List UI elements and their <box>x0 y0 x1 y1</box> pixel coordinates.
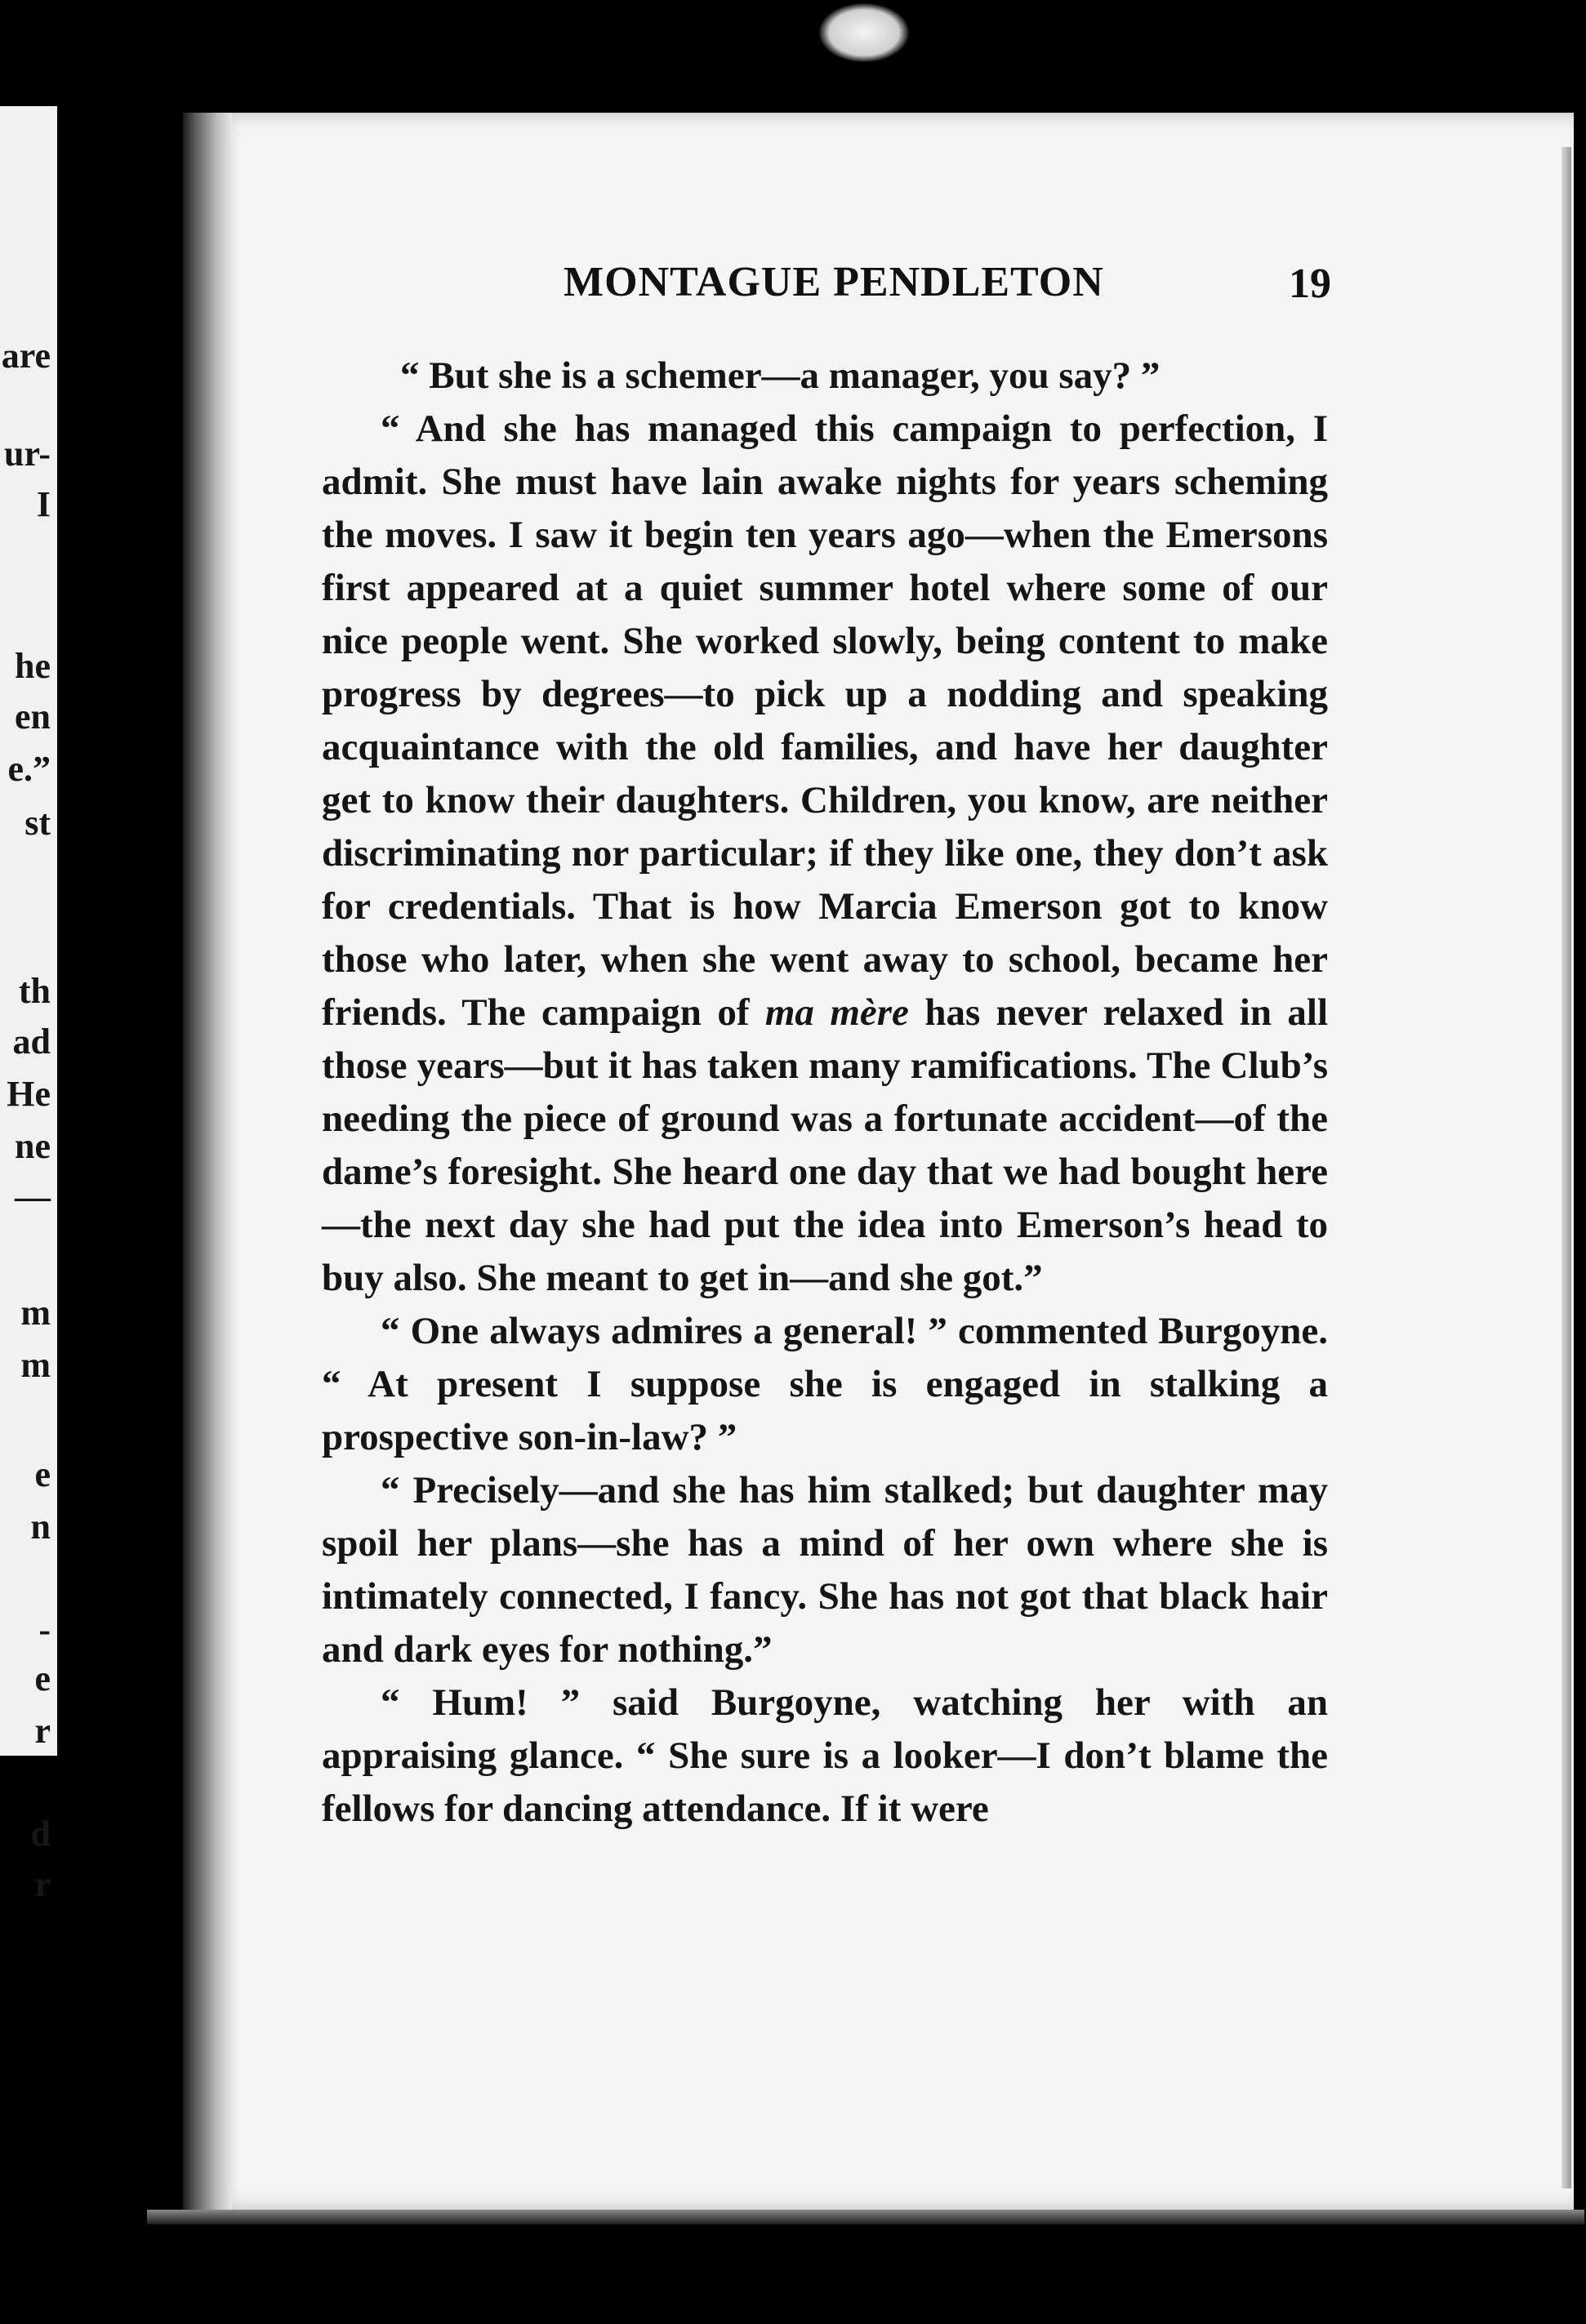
paragraph: “ Hum! ” said Burgoyne, watching her with an appraising glance. “ She sure is a looker—I don’t blame the fellows for dancing attendance. If it were <box>322 1681 1328 1830</box>
italic-phrase: ma mère <box>764 991 909 1034</box>
facing-fragment: - <box>38 1609 51 1650</box>
running-head: MONTAGUE PENDLETON <box>564 259 1104 305</box>
facing-fragment: e <box>34 1454 51 1494</box>
page-gutter-shadow <box>183 113 232 2210</box>
facing-fragment: he <box>15 646 51 686</box>
facing-fragment: r <box>34 1711 51 1751</box>
facing-fragment: I <box>36 484 51 524</box>
paragraph: “ Precisely—and she has him stalked; but daughter may spoil her plans—she has a mind of her own where she is intimately connected, I fancy. She has not got that black hair and dark eyes for nothing.” <box>322 1469 1328 1671</box>
facing-fragment: m <box>20 1345 51 1385</box>
paragraph-text: has never relaxed in all those years—but it has taken many ramifications. The Club’s needing the piece of ground was a fortunate accident—of the dame’s foresight. She heard one day that we had bought here—the next day she had put the idea into Emerson’s head to buy also. She meant to get in—and she got.” <box>322 991 1328 1299</box>
facing-fragment: are <box>1 336 51 376</box>
paragraph-text: “ And she has managed this campaign to perfection, I admit. She must have lain awake nights for years scheming the moves. I saw it begin ten years ago—when the Emersons first appeared at a quiet summer hotel where some of our nice people went. She worked slowly, being content to make progress by degrees—to pick up a nodding and speaking acquaintance with the old families, and have her daughter get to know their daughters. Children, you know, are neither discriminating nor particular; if they like one, they don’t ask for credentials. That is how Marcia Emerson got to know those who later, when she went away to school, became her friends. The campaign of <box>322 407 1328 1034</box>
page-number: 19 <box>1289 260 1331 307</box>
facing-fragment: th <box>18 971 51 1011</box>
facing-fragment: r <box>34 1864 51 1904</box>
paragraph: “ One always admires a general! ” commented Burgoyne. “ At present I suppose she is engaged in stalking a prospective son-in-law? ” <box>322 1310 1328 1458</box>
facing-fragment: e <box>34 1658 51 1698</box>
page-right-edge <box>1561 147 1571 2188</box>
facing-fragment: st <box>25 803 51 843</box>
facing-fragment: m <box>20 1293 51 1333</box>
facing-fragment: He <box>7 1074 51 1114</box>
page-bottom-edge <box>147 2210 1584 2224</box>
facing-fragment: d <box>30 1814 51 1854</box>
scan-blot <box>819 3 909 62</box>
paragraph <box>322 403 1328 1305</box>
facing-fragment: ad <box>12 1022 51 1062</box>
facing-fragment: n <box>30 1507 51 1547</box>
facing-page-edge <box>0 106 57 1904</box>
facing-fragment: — <box>15 1177 51 1217</box>
facing-fragment: ur- <box>3 434 51 474</box>
paragraph: “ But she is a schemer—a manager, you say? ” <box>400 354 1161 397</box>
body-text <box>322 349 1328 1836</box>
facing-fragment: ne <box>15 1126 51 1166</box>
facing-fragment: en <box>15 697 51 737</box>
facing-fragment: e.” <box>7 749 51 789</box>
